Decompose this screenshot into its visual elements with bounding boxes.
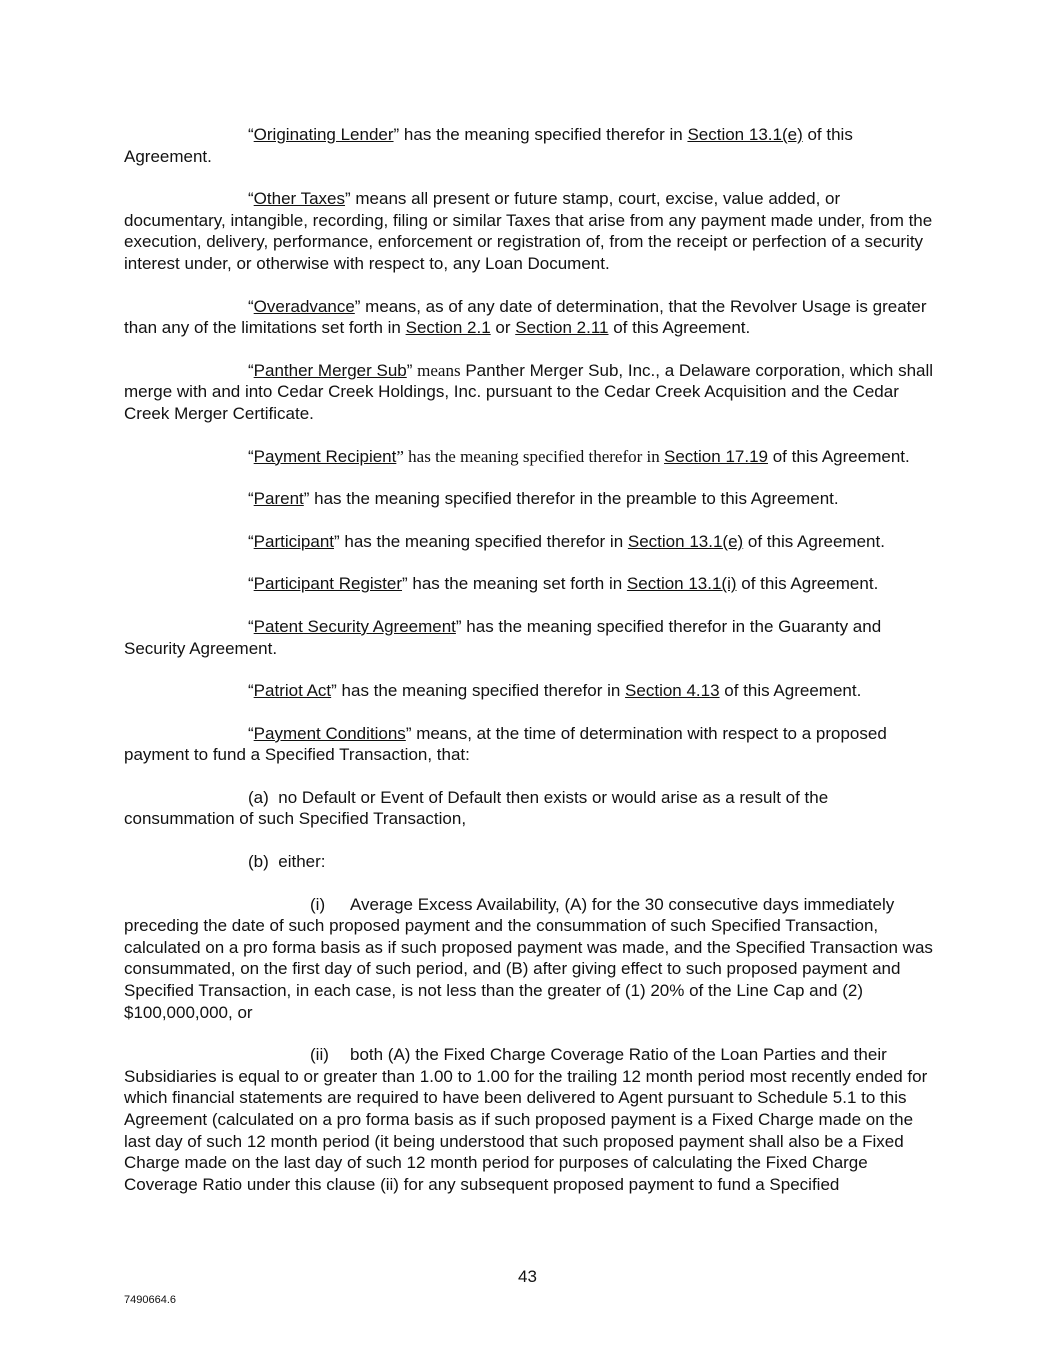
section-reference[interactable]: Section 2.1 xyxy=(405,318,491,338)
defined-term: Overadvance xyxy=(253,296,355,316)
definition-panther-merger-sub: “Panther Merger Sub” means Panther Merger Sub, Inc., a Delaware corporation, which shall merge with and into Cedar Creek Holdings, Inc. pursuant to the Cedar Creek Acquisition and the Cedar Creek Merger Certificate. xyxy=(124,360,934,423)
defined-term: Other Taxes xyxy=(253,189,346,209)
section-reference[interactable]: Section 4.13 xyxy=(625,681,720,701)
clause-ii: (ii) both (A) the Fixed Charge Coverage Ratio of the Loan Parties and their Subsidiaries is equal to or greater than 1.00 to 1.00 for the trailing 12 month period most recently ended for which financial statements are required to have been delivered to Agent pursuant to Schedule 5.1 to this Agreement (calculated on a pro forma basis as if such proposed payment is a Fixed Charge made on the last day of such 12 month period (it being understood that such proposed payment shall also be a Fixed Charge made on the last day of such 12 month period for purposes of calculating the Fixed Charge Coverage Ratio under this clause (ii) for any subsequent proposed payment to fund a Specified xyxy=(124,1045,928,1194)
definition-other-taxes: “Other Taxes” means all present or future stamp, court, excise, value added, or documentary, intangible, recording, filing or similar Taxes that arise from any payment made under, from the execution, delivery, performance, enforcement or registration of, from the receipt or perfection of a security interest under, or otherwise with respect to, any Loan Document. xyxy=(124,189,933,273)
defined-term: Payment Conditions xyxy=(253,723,406,743)
definition-payment-recipient: “Payment Recipient” has the meaning specified therefor in Section 17.19 of this Agreement. xyxy=(248,446,910,466)
clause-number: (ii) xyxy=(310,1045,329,1065)
clause-number: (a) xyxy=(248,787,269,807)
defined-term: Payment Recipient xyxy=(253,446,397,466)
definition-originating-lender: “Originating Lender” has the meaning specified therefor in Section 13.1(e) of this Agreement. xyxy=(124,125,853,166)
definition-participant: “Participant” has the meaning specified therefor in Section 13.1(e) of this Agreement. xyxy=(248,531,885,551)
defined-term: Originating Lender xyxy=(253,125,394,144)
defined-term: Panther Merger Sub xyxy=(253,360,407,380)
section-reference[interactable]: Section 2.11 xyxy=(515,318,609,338)
clause-number: (i) xyxy=(310,894,326,914)
definition-patriot-act: “Patriot Act” has the meaning specified therefor in Section 4.13 of this Agreement. xyxy=(248,681,862,701)
page-number: 43 xyxy=(518,1267,537,1286)
defined-term: Parent xyxy=(253,489,304,509)
clause-b: (b) either: xyxy=(248,852,326,872)
defined-term: Participant xyxy=(253,531,334,551)
section-reference[interactable]: Section 13.1(e) xyxy=(687,125,803,144)
clause-i: (i) Average Excess Availability, (A) for the 30 consecutive days immediately preceding the date of such proposed payment and the consummation of such Specified Transaction, calculated on a pro forma basis as if such proposed payment was made, and the Specified Transaction was consummated, on the first day of such period, and (B) after giving effect to such proposed payment and Specified Transaction, in each case, is not less than the greater of (1) 20% of the Line Cap and (2) $100,000,000, or xyxy=(124,894,933,1022)
section-reference[interactable]: Section 13.1(i) xyxy=(626,574,737,594)
document-body xyxy=(124,124,936,1216)
definition-parent: “Parent” has the meaning specified therefor in the preamble to this Agreement. xyxy=(248,489,839,509)
defined-term: Patent Security Agreement xyxy=(253,616,456,636)
defined-term: Participant Register xyxy=(253,574,403,594)
clause-a: (a) no Default or Event of Default then exists or would arise as a result of the consummation of such Specified Transaction, xyxy=(124,787,829,829)
definition-overadvance: “Overadvance” means, as of any date of determination, that the Revolver Usage is greater than any of the limitations set forth in Section 2.1 or Section 2.11 of this Agreement. xyxy=(124,296,927,338)
section-reference[interactable]: Section 17.19 xyxy=(664,446,768,466)
definition-participant-register: “Participant Register” has the meaning set forth in Section 13.1(i) of this Agreement. xyxy=(248,574,879,594)
clause-number: (b) xyxy=(248,852,269,872)
document-id: 7490664.6 xyxy=(124,1294,176,1306)
definition-patent-security-agreement: “Patent Security Agreement” has the meaning specified therefor in the Guaranty and Security Agreement. xyxy=(124,616,882,658)
definition-payment-conditions: “Payment Conditions” means, at the time of determination with respect to a proposed payment to fund a Specified Transaction, that: xyxy=(124,723,887,765)
defined-term: Patriot Act xyxy=(253,681,332,701)
section-reference[interactable]: Section 13.1(e) xyxy=(627,531,744,551)
